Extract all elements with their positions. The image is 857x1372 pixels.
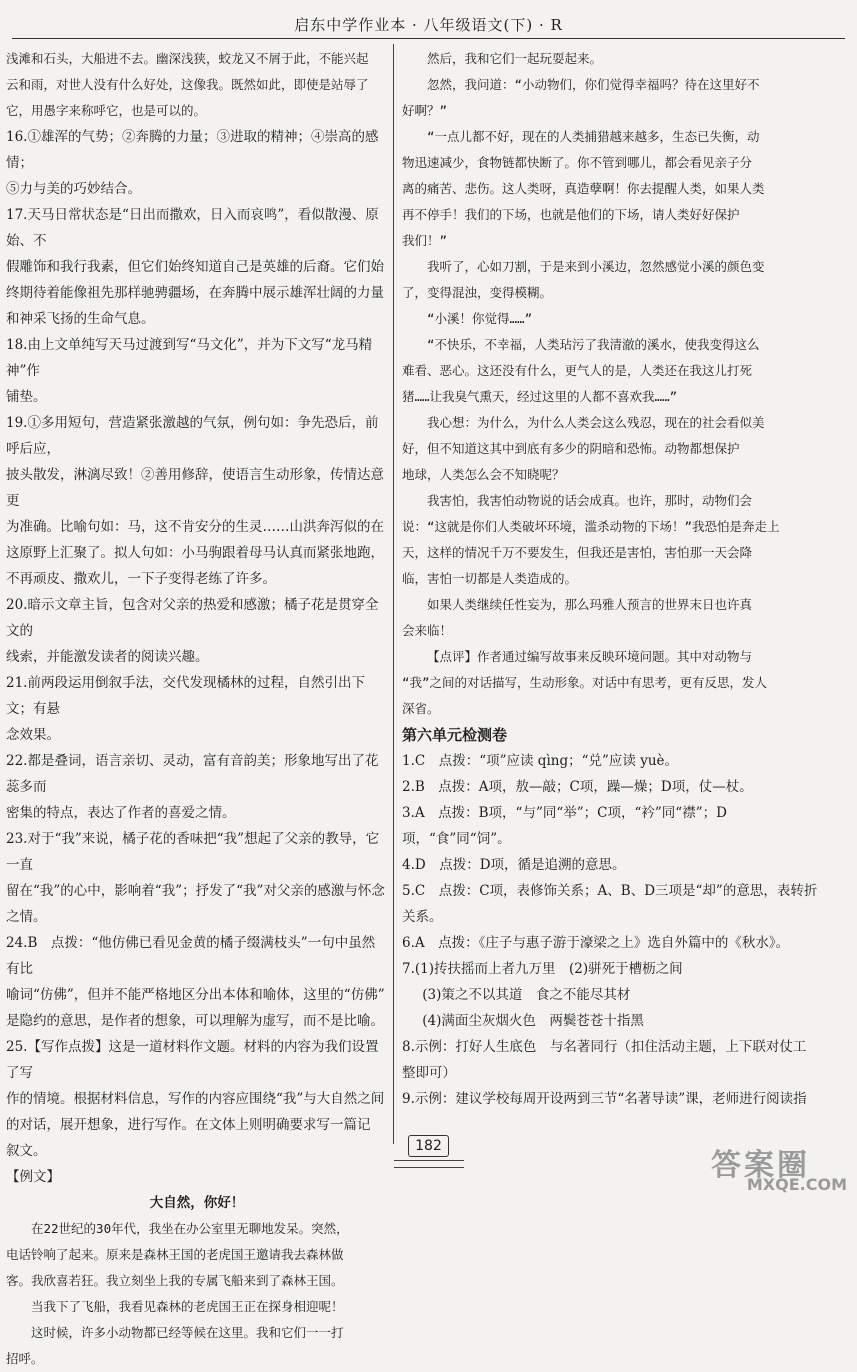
right-column-line: 临，害怕一切都是人类造成的。 bbox=[402, 571, 578, 586]
left-column-line: 云和雨，对世人没有什么好处，这像我。既然如此，即使是站辱了 bbox=[6, 77, 369, 92]
right-column-line: 再不停手！我们的下场，也就是他们的下场，请人类好好保护 bbox=[402, 207, 740, 222]
right-column-line: 整即可） bbox=[402, 1065, 456, 1081]
left-column-line: 电话铃响了起来。原来是森林王国的老虎国王邀请我去森林做 bbox=[6, 1247, 344, 1262]
right-column-line: 我心想：为什么，为什么人类会这么残忍，现在的社会看似美 bbox=[427, 415, 765, 430]
left-column-line: 终期待着能像祖先那样驰骋疆场，在奔腾中展示雄浑壮阔的力量 bbox=[6, 285, 384, 301]
header-rule bbox=[12, 38, 845, 39]
left-column-line: ⑤力与美的巧妙结合。 bbox=[6, 181, 141, 197]
right-column-line: 深省。 bbox=[402, 701, 440, 716]
right-column-line: 好，但不知道这其中到底有多少的阴暗和恐怖。动物都想保护 bbox=[402, 441, 740, 456]
left-column-line: 它，用愚字来称呼它，也是可以的。 bbox=[6, 103, 207, 118]
left-column-line: 留在“我”的心中，影响着“我”；抒发了“我”对父亲的感激与怀念 bbox=[6, 883, 385, 899]
right-column-line: 如果人类继续任性妄为，那么玛雅人预言的世界末日也许真 bbox=[427, 597, 753, 612]
left-column-line: 披头散发，淋漓尽致！②善用修辞，使语言生动形象，传情达意更 bbox=[6, 467, 384, 509]
left-column-line: 当我下了飞船，我看见森林的老虎国王正在探身相迎呢！ bbox=[31, 1299, 344, 1314]
page-number-label: 182 bbox=[408, 1135, 449, 1157]
left-column-line: 叙文。 bbox=[6, 1143, 47, 1159]
left-column-line: 23.对于“我”来说，橘子花的香味把“我”想起了父亲的教导，它一直 bbox=[6, 831, 380, 873]
page-header-title: 启东中学作业本 · 八年级语文(下) · R bbox=[294, 16, 563, 34]
site-logo bbox=[711, 1140, 851, 1194]
left-column-line: 这时候，许多小动物都已经等候在这里。我和它们一一打 bbox=[31, 1325, 344, 1340]
right-column-line: 我听了，心如刀割，于是来到小溪边，忽然感觉小溪的颜色变 bbox=[427, 259, 765, 274]
right-column-line: “一点儿都不好，现在的人类捕猎越来越多，生态已失衡，动 bbox=[427, 129, 760, 144]
left-column-line: 密集的特点，表达了作者的喜爱之情。 bbox=[6, 805, 236, 821]
left-column-line: 喻词“仿佛”，但并不能严格地区分出本体和喻体，这里的“仿佛” bbox=[6, 987, 385, 1003]
right-column-line: 关系。 bbox=[402, 909, 443, 925]
left-column-line: 25.【写作点拨】这是一道材料作文题。材料的内容为我们设置了写 bbox=[6, 1039, 379, 1081]
right-column-line: 然后，我和它们一起玩耍起来。 bbox=[427, 51, 603, 66]
left-column bbox=[6, 46, 388, 1372]
right-column-line: 地球，人类怎么会不知晓呢？ bbox=[402, 467, 565, 482]
right-column-line: 5.C 点拨：C项，表修饰关系；A、B、D三项是“却”的意思，表转折 bbox=[402, 883, 818, 899]
right-column-line: 难看、恶心。这还没有什么，更气人的是，人类还在我这儿打死 bbox=[402, 363, 753, 378]
right-column-line: 我害怕，我害怕动物说的话会成真。也许，那时，动物们会 bbox=[427, 493, 753, 508]
left-column-line: 作的情境。根据材料信息，写作的内容应围绕“我”与大自然之间 bbox=[6, 1091, 385, 1107]
right-column-line: 3.A 点拨：B项，“与”同“举”；C项，“衿”同“襟”；D项，“食”同“饲”。 bbox=[402, 805, 727, 847]
right-column-line: 7.(1)抟扶摇而上者九万里 (2)骈死于槽枥之间 bbox=[402, 961, 683, 977]
left-column-line: 【例文】 bbox=[6, 1169, 60, 1185]
left-column-line: 不再顽皮、撒欢儿，一下子变得老练了许多。 bbox=[6, 571, 276, 587]
right-column-line: 好啊？” bbox=[402, 103, 448, 118]
left-column-line: 铺垫。 bbox=[6, 389, 47, 405]
right-column-line: 天，这样的情况千万不要发生，但我还是害怕，害怕那一天会降 bbox=[402, 545, 753, 560]
left-column-line: 这原野上汇聚了。拟人句如：小马驹跟着母马认真而紧张地跑， bbox=[6, 545, 384, 561]
site-logo-url: MXQE.COM bbox=[746, 1175, 847, 1194]
left-column-line: 线索，并能激发读者的阅读兴趣。 bbox=[6, 649, 209, 665]
right-column-line: 【点评】作者通过编写故事来反映环境问题。其中对动物与 bbox=[427, 649, 753, 664]
site-logo-text: 答案圈 bbox=[711, 1148, 810, 1183]
right-column-line: 9.示例：建议学校每周开设两到三节“名著导读”课，老师进行阅读指 bbox=[402, 1091, 807, 1107]
page-number-ornament bbox=[394, 1160, 464, 1168]
right-column-line: 2.B 点拨：A项，敖—敲；C项，躁—燥；D项，仗—杖。 bbox=[402, 779, 753, 795]
left-column-line: 客。我欣喜若狂。我立刻坐上我的专属飞船来到了森林王国。 bbox=[6, 1273, 344, 1288]
left-column-line: 念效果。 bbox=[6, 727, 60, 743]
left-column-line: 的对话，展开想象，进行写作。在文体上则明确要求写一篇记 bbox=[6, 1117, 371, 1133]
right-column-line: 离的痛苦、悲伤。这人类呀，真造孽啊！你去提醒人类，如果人类 bbox=[402, 181, 765, 196]
right-column-line: 我们！” bbox=[402, 233, 448, 248]
right-column-line: 6.A 点拨：《庄子与惠子游于濠梁之上》选自外篇中的《秋水》。 bbox=[402, 935, 790, 951]
left-column-line: 22.都是叠词，语言亲切、灵动，富有音韵美；形象地写出了花蕊多而 bbox=[6, 753, 379, 795]
left-column-line: 浅滩和石头，大船进不去。幽深浅狭，蛟龙又不屑于此，不能兴起 bbox=[6, 51, 369, 66]
right-column-line: 8.示例：打好人生底色 与名著同行（扣住活动主题，上下联对仗工 bbox=[402, 1039, 807, 1055]
left-column-line: 20.暗示文章主旨，包含对父亲的热爱和感激；橘子花是贯穿全文的 bbox=[6, 597, 379, 639]
right-column-line: “不快乐，不幸福，人类玷污了我清澈的溪水，使我变得这么 bbox=[427, 337, 760, 352]
left-column-line: 是隐约的意思，是作者的想象，可以理解为虚写，而不是比喻。 bbox=[6, 1013, 384, 1029]
page-header bbox=[0, 0, 857, 40]
right-column-line: 物迅速减少，食物链都快断了。你不管到哪儿，都会看见亲子分 bbox=[402, 155, 753, 170]
right-column-line: 忽然，我问道：“小动物们，你们觉得幸福吗？待在这里好不 bbox=[427, 77, 760, 92]
left-column-line: 大自然，你好！ bbox=[149, 1195, 245, 1211]
left-column-line: 之情。 bbox=[6, 909, 47, 925]
right-column-line: (4)满面尘灰烟火色 两鬓苍苍十指黑 bbox=[422, 1013, 644, 1029]
right-column-line: 猪……让我臭气熏天，经过这里的人都不喜欢我……” bbox=[402, 389, 678, 404]
right-column-line: 说：“这就是你们人类破坏环境，滥杀动物的下场！”我恐怕是奔走上 bbox=[402, 519, 780, 534]
left-column-line: 在22世纪的30年代，我坐在办公室里无聊地发呆。突然， bbox=[31, 1221, 349, 1236]
left-column-line: 为准确。比喻句如：马，这不肯安分的生灵……山洪奔泻似的在 bbox=[6, 519, 384, 535]
left-column-line: 21.前两段运用倒叙手法，交代发现橘林的过程，自然引出下文；有悬 bbox=[6, 675, 365, 717]
left-column-line: 假雕饰和我行我素，但它们始终知道自己是英雄的后裔。它们始 bbox=[6, 259, 384, 275]
right-column-line: “小溪！你觉得……” bbox=[427, 311, 533, 326]
left-column-line: 17.天马日常状态是“日出而撒欢，日入而哀鸣”，看似散漫、原始、不 bbox=[6, 207, 379, 249]
left-column-line: 招呼。 bbox=[6, 1351, 44, 1366]
left-column-line: 19.①多用短句，营造紧张激越的气氛，例句如：争先恐后，前呼后应， bbox=[6, 415, 379, 457]
left-column-line: 16.①雄浑的气势；②奔腾的力量；③进取的精神；④崇高的感情； bbox=[6, 129, 379, 171]
right-column-line: “我”之间的对话描写，生动形象。对话中有思考，更有反思，发人 bbox=[402, 675, 768, 690]
left-column-line: 24.B 点拨：“他仿佛已看见金黄的橘子缀满枝头”一句中虽然有比 bbox=[6, 935, 376, 977]
right-column-line: 4.D 点拨：D项，循是追溯的意思。 bbox=[402, 857, 626, 873]
left-column-line: 和神采飞扬的生命气息。 bbox=[6, 311, 155, 327]
right-column bbox=[402, 46, 820, 1112]
right-column-line: 1.C 点拨：“项”应读 qìng；“兑”应读 yuè。 bbox=[402, 753, 679, 769]
right-column-line: 了，变得混浊，变得模糊。 bbox=[402, 285, 553, 300]
right-column-line: 会来临！ bbox=[402, 623, 453, 638]
column-divider bbox=[393, 44, 394, 1144]
section-title: 第六单元检测卷 bbox=[402, 726, 508, 744]
right-column-line: (3)策之不以其道 食之不能尽其材 bbox=[422, 987, 631, 1003]
left-column-line: 18.由上文单纯写天马过渡到写“马文化”，并为下文写“龙马精神”作 bbox=[6, 337, 373, 379]
